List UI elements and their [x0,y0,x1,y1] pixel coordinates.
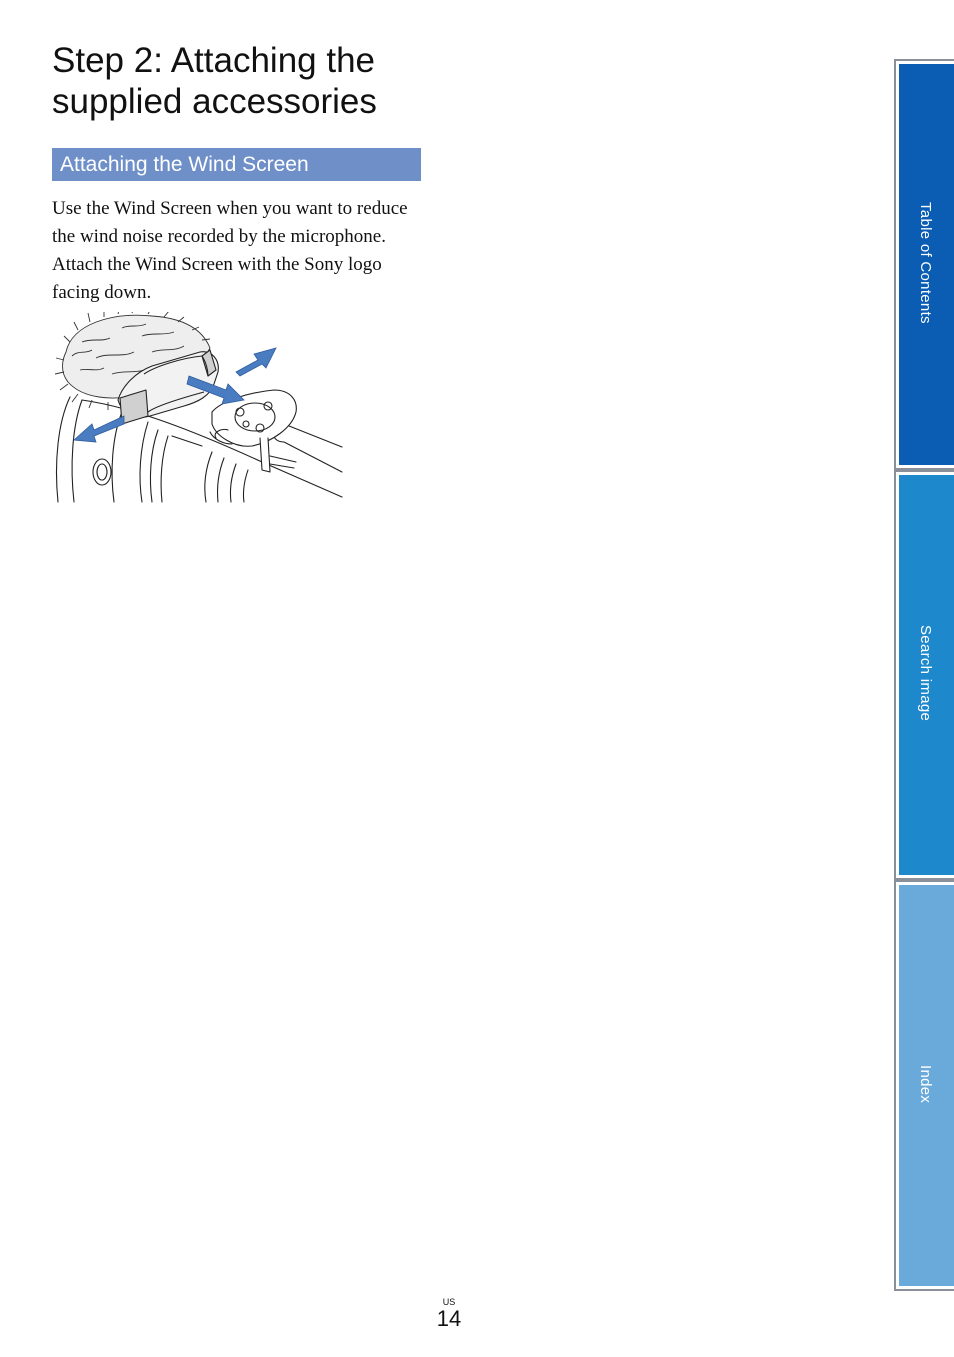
section-heading: Attaching the Wind Screen [52,148,421,181]
tab-index-fill [899,885,954,1286]
tab-search-image-fill [899,475,954,875]
tab-label-search-image: Search image [917,625,934,722]
tab-label-index: Index [917,1065,934,1104]
page-number-block [434,1297,464,1331]
page-number: 14 [436,1306,462,1331]
wind-screen-illustration [52,312,344,504]
tab-table-of-contents[interactable] [894,59,954,470]
sidebar-nav [894,59,954,1291]
page-region-label: US [442,1297,456,1307]
tab-search-image[interactable] [894,470,954,880]
tab-index[interactable] [894,880,954,1291]
tab-label-table-of-contents: Table of Contents [917,202,934,324]
tab-table-of-contents-fill [899,64,954,465]
body-paragraph: Use the Wind Screen when you want to reduce the wind noise recorded by the microphone. Attach the Wind Screen with the Sony logo facing down. [52,198,408,303]
page-title: Step 2: Attaching the supplied accessories [52,41,377,121]
